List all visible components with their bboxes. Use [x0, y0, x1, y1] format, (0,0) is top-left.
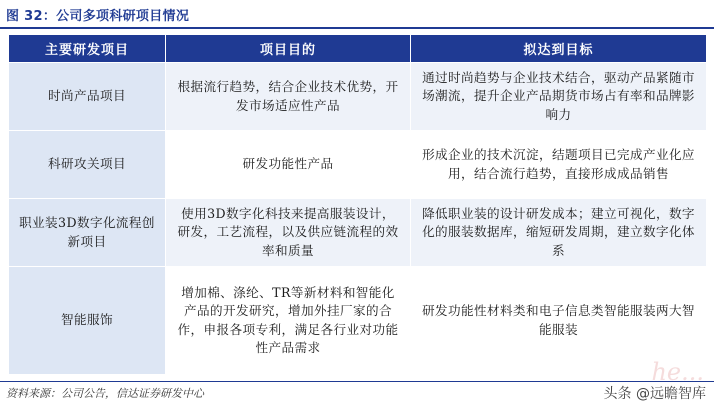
background-watermark: he...	[651, 358, 704, 386]
table-header-row	[9, 35, 707, 63]
column-header: 项目目的	[166, 35, 411, 63]
project-target-cell: 降低职业装的设计研发成本；建立可视化，数字化的服装数据库，缩短研发周期，建立数字化体系	[411, 199, 707, 267]
table-row	[9, 199, 707, 267]
table-row	[9, 267, 707, 375]
project-name-cell: 科研攻关项目	[9, 131, 166, 199]
project-name-cell: 时尚产品项目	[9, 63, 166, 131]
title-rule	[0, 27, 714, 29]
project-name-cell: 智能服饰	[9, 267, 166, 375]
projects-table	[8, 34, 707, 375]
project-target-cell: 通过时尚趋势与企业技术结合，驱动产品紧随市场潮流，提升企业产品期货市场占有率和品牌影响力	[411, 63, 707, 131]
footer-rule	[0, 381, 714, 382]
figure-title: 图 32：公司多项科研项目情况	[6, 9, 190, 24]
project-target-cell: 形成企业的技术沉淀，结题项目已完成产业化应用，结合流行趋势，直接形成成品销售	[411, 131, 707, 199]
table-row	[9, 131, 707, 199]
column-header: 拟达到目标	[411, 35, 707, 63]
project-name-cell: 职业装3D数字化流程创新项目	[9, 199, 166, 267]
column-header: 主要研发项目	[9, 35, 166, 63]
project-target-cell: 研发功能性材料类和电子信息类智能服装两大智能服装	[411, 267, 707, 375]
project-goal-cell: 研发功能性产品	[166, 131, 411, 199]
project-goal-cell: 增加棉、涤纶、TR等新材料和智能化产品的开发研究，增加外挂厂家的合作，申报各项专利，满足各行业对功能性产品需求	[166, 267, 411, 375]
project-goal-cell: 根据流行趋势，结合企业技术优势，开发市场适应性产品	[166, 63, 411, 131]
table-row	[9, 63, 707, 131]
watermark: 头条 @远瞻智库	[603, 386, 706, 402]
project-goal-cell: 使用3D数字化科技来提高服装设计，研发，工艺流程，以及供应链流程的效率和质量	[166, 199, 411, 267]
source-note: 资料来源：公司公告，信达证券研发中心	[6, 387, 204, 400]
